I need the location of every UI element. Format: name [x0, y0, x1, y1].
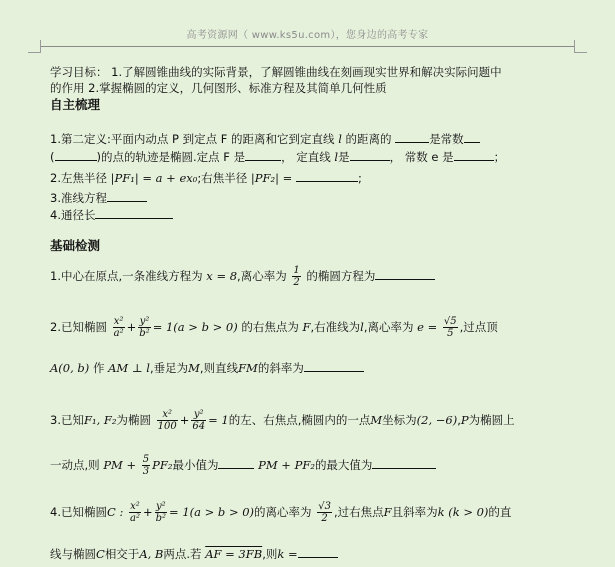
text: 作: [92, 361, 105, 375]
text: 4.通径长: [50, 208, 96, 222]
numerator: x²: [130, 501, 140, 512]
blank: [298, 546, 338, 558]
self-study-item-4: [50, 207, 173, 223]
blank: [304, 360, 364, 372]
blank: [372, 457, 436, 469]
text: ,离心率为: [237, 269, 287, 283]
fraction: [113, 316, 125, 339]
blank: [350, 149, 390, 161]
math-l: l: [334, 150, 339, 164]
fraction: [292, 265, 300, 288]
math: C :: [106, 505, 124, 519]
text: 最小值为: [172, 458, 219, 472]
text: 的离心率为: [254, 505, 312, 519]
fraction: [191, 409, 206, 432]
fraction: [157, 409, 178, 432]
math: = 1(a > b > 0): [152, 320, 238, 334]
text: 3.准线方程: [50, 191, 107, 205]
numerator: x²: [113, 316, 124, 327]
text: ,垂足为: [149, 361, 189, 375]
math: P: [460, 413, 469, 427]
numerator: x²: [157, 409, 178, 421]
fraction: [138, 316, 150, 339]
math: l: [360, 320, 364, 334]
math-right-focal-radius: |PF₂| =: [250, 171, 293, 185]
text: 1.中心在原点,一条准线方程为: [50, 269, 203, 283]
text: 一动点,则: [50, 458, 100, 472]
text: 4.已知椭圆: [50, 505, 107, 519]
fraction: [142, 454, 150, 477]
math: AM ⊥ l: [108, 361, 150, 375]
text: 的左、右焦点,椭圆内的一点: [228, 413, 371, 427]
text: 的直: [488, 505, 512, 519]
numerator: 1: [293, 265, 300, 276]
denominator: a²: [129, 513, 140, 524]
text: ；: [493, 150, 506, 164]
math: PM + PF₂: [258, 458, 315, 472]
self-study-item-1-cont: [50, 149, 505, 165]
blank: [218, 457, 254, 469]
text: (: [50, 150, 55, 164]
text: ,离心率为: [363, 320, 414, 334]
numerator: y²: [191, 409, 206, 421]
question-3: 3.已知F₁, F₂为椭圆 $\frac{\text{x²}}{100}$ + $\frac{\text{y²}}{64}$ = 1的左、右焦点,椭圆内的一点M坐标为(2, −6),P为椭圆上: [50, 409, 515, 432]
header-rule: [40, 46, 575, 47]
numerator: 5: [142, 454, 150, 465]
text: ,过右焦点: [333, 505, 384, 519]
text: )的点的轨迹是椭圆.定点 F 是: [96, 150, 246, 164]
question-2: 2.已知椭圆 $\frac{\text{x²}}{\text{a²}}$ + $\frac{\text{y²}}{\text{b²}}$ = 1(a > b > 0) 的右焦点为 F,右准线为l,离心率为 e = $\frac{√5}{5}$ ,过点顶: [50, 316, 498, 339]
math: x = 8: [206, 269, 238, 283]
math: k =: [277, 547, 298, 561]
text: 的右焦点为: [241, 320, 299, 334]
math: = 1(a > b > 0): [169, 505, 255, 519]
blank: [107, 190, 147, 202]
text: 为椭圆: [116, 413, 151, 427]
blank: [245, 149, 281, 161]
numerator: y²: [139, 316, 150, 327]
self-study-item-1: [50, 131, 480, 147]
math-l: l: [338, 132, 342, 146]
text: ,右准线为: [310, 320, 361, 334]
text: 2.左焦半径: [50, 171, 107, 185]
text: ;右焦半径: [197, 171, 248, 185]
denominator: a²: [113, 328, 124, 339]
question-2-cont: [50, 360, 364, 376]
math: F₁, F₂: [83, 413, 117, 427]
text: 的距离的: [345, 132, 392, 146]
text: ,: [457, 413, 461, 427]
text: 3.已知: [50, 413, 84, 427]
numerator: √3: [318, 501, 331, 512]
text: ,则直线: [199, 361, 239, 375]
self-study-item-2: [50, 170, 362, 186]
blank: [55, 149, 97, 161]
math: PM +: [103, 458, 137, 472]
math: e =: [417, 320, 438, 334]
math: F: [383, 505, 392, 519]
blank: [395, 131, 429, 143]
blank: [454, 149, 494, 161]
fraction: [155, 501, 167, 524]
text: 线与椭圆: [50, 547, 96, 561]
fraction: [317, 501, 332, 524]
text: 的椭圆方程为: [306, 269, 376, 283]
math-vector-equation: AF = 3FB: [205, 547, 263, 561]
denominator: 5: [447, 328, 454, 339]
self-study-item-3: [50, 190, 147, 206]
denominator: 2: [321, 513, 328, 524]
corner-mark-right: [574, 40, 587, 53]
header-watermark: 高考资源网（ www.ks5u.com），您身边的高考专家: [186, 30, 429, 41]
numerator: y²: [155, 501, 166, 512]
math: M: [188, 361, 200, 375]
denominator: 3: [142, 466, 150, 477]
text: 为椭圆上: [468, 413, 515, 427]
math: k (k > 0): [437, 505, 489, 519]
math: PF₂: [152, 458, 173, 472]
question-3-cont: [50, 454, 436, 477]
question-4: 4.已知椭圆C : $\frac{\text{x²}}{\text{a²}}$ + $\frac{\text{y²}}{\text{b²}}$ = 1(a > b > 0)的离心率为 $\frac{√3}{2}$ ,过右焦点F且斜率为k (k > 0)的直: [50, 501, 512, 524]
denominator: 2: [293, 277, 300, 288]
math: A, B: [139, 547, 164, 561]
math: (2, −6): [416, 413, 458, 427]
text: 的最大值为: [314, 458, 373, 472]
goals-line-1: 学习目标： 1.了解圆锥曲线的实际背景，了解圆锥曲线在刻画现实世界和解决实际问题中: [50, 65, 502, 79]
text: 的斜率为: [257, 361, 304, 375]
text: 相交于: [104, 547, 140, 561]
text: 且斜率为: [391, 505, 438, 519]
math: = 1: [208, 413, 229, 427]
denominator: b²: [155, 513, 167, 524]
self-study-heading: 自主梳理: [50, 97, 101, 112]
math: C: [96, 547, 105, 561]
corner-mark-left: [28, 40, 41, 53]
blank: [375, 268, 435, 280]
text: 坐标为: [382, 413, 417, 427]
fraction: [129, 501, 141, 524]
math: M: [370, 413, 383, 427]
text: ， 定直线: [281, 150, 331, 164]
text: ， 常数 e 是: [389, 150, 454, 164]
text: 是常数: [429, 132, 464, 146]
math: FM: [238, 361, 258, 375]
denominator: 64: [192, 421, 206, 432]
basics-heading: 基础检测: [50, 238, 101, 253]
text: ;: [357, 171, 362, 185]
blank: [95, 207, 173, 219]
text: ,过点顶: [459, 320, 498, 334]
goals-line-2: 的作用 2.掌握椭圆的定义，几何图形、标准方程及其简单几何性质: [50, 81, 387, 95]
blank: [296, 170, 358, 182]
question-4-cont: [50, 546, 338, 562]
math: A(0, b): [50, 361, 90, 375]
text: 两点.若: [163, 547, 202, 561]
math-left-focal-radius: |PF₁| = a + ex₀: [110, 171, 198, 185]
blank: [464, 131, 480, 143]
fraction: [443, 316, 458, 339]
text: ,则: [262, 547, 278, 561]
text: 1.第二定义:平面内动点 P 到定点 F 的距离和它到定直线: [50, 132, 335, 146]
text: 2.已知椭圆: [50, 320, 107, 334]
text: 是: [338, 150, 350, 164]
numerator: √5: [443, 316, 457, 327]
denominator: 100: [157, 421, 177, 432]
math: F: [302, 320, 311, 334]
denominator: b²: [139, 328, 150, 339]
question-1: [50, 265, 435, 288]
